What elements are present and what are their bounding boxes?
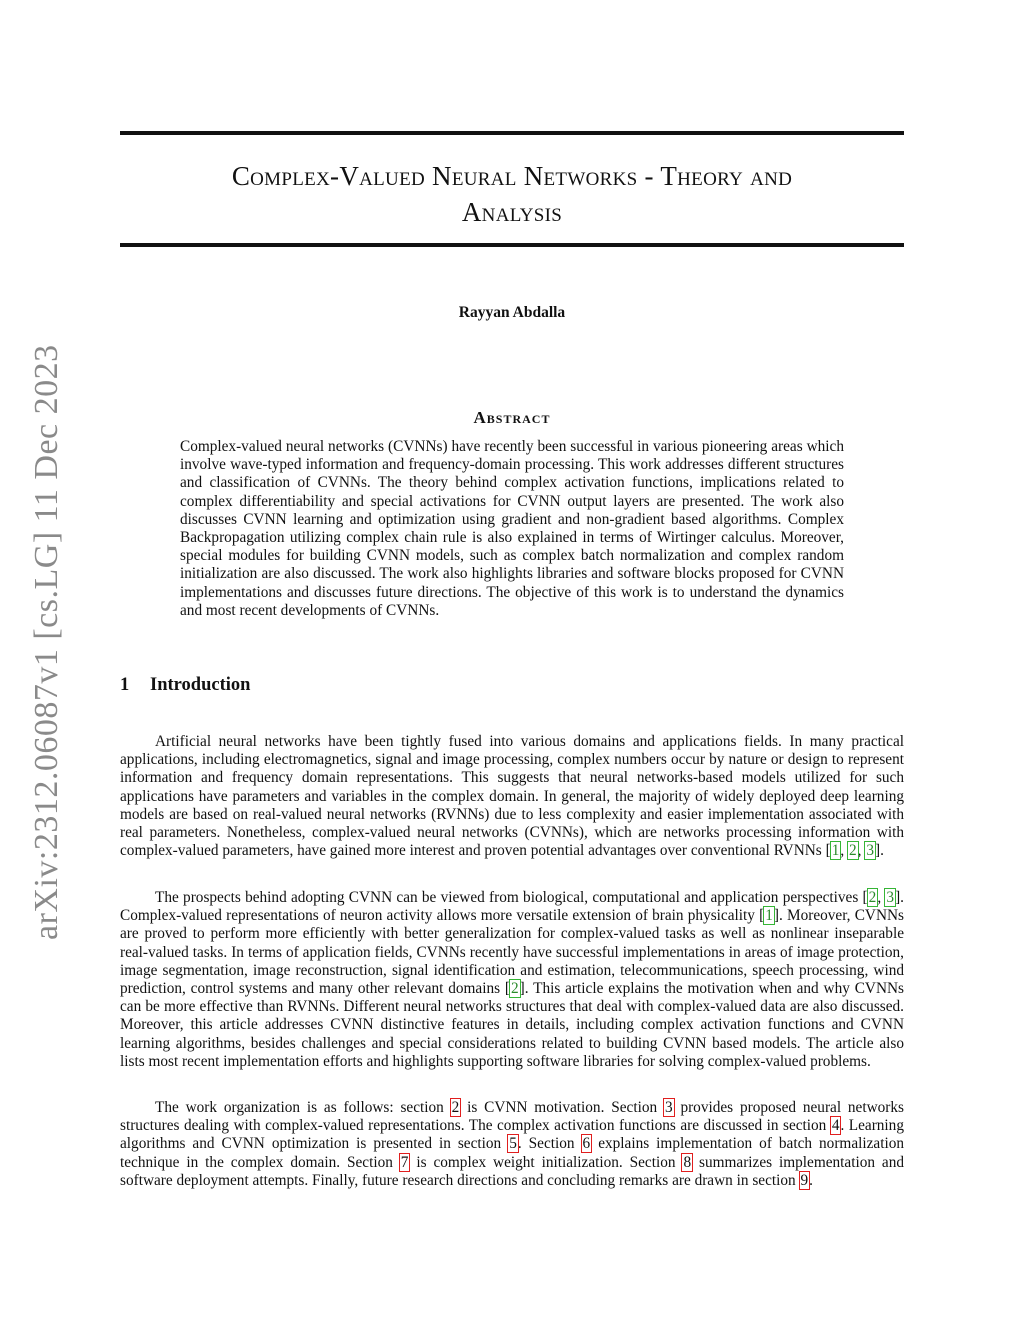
abstract-text: Complex-valued neural networks (CVNNs) have recently been successful in various pioneering areas which involve wave-typed information and frequency-domain processing. This work addresses different structures and classification of CVNNs. The theory behind complex activation functions, implications related to complex differentiability and special activations for CVNN output layers are presented. The work also discusses CVNN learning and optimization using gradient and non-gradient based algorithms. Complex Backpropagation utilizing complex chain rule is also explained in terms of Wirtinger calculus. Moreover, special modules for building CVNN models, such as complex batch normalization and complex random initialization are also discussed. The work also highlights libraries and software blocks proposed for CVNN implementations and discusses future directions. The objective of this work is to understand the dynamics and most recent developments of CVNNs. bbox=[180, 438, 844, 619]
section-link[interactable]: 7 bbox=[400, 1153, 409, 1171]
paragraph-text: . Learning algorithms and CVNN optimization is presented in section bbox=[120, 1117, 904, 1153]
section-link[interactable]: 4 bbox=[831, 1117, 840, 1135]
paragraph-text: summarizes implementation and software deployment attempts. Finally, future research directions and concluding remarks are drawn in section bbox=[120, 1153, 904, 1189]
paper-title bbox=[120, 158, 904, 230]
paragraph-text: is complex weight initialization. Section bbox=[409, 1153, 683, 1171]
section-link[interactable]: 3 bbox=[664, 1099, 673, 1116]
section-link[interactable]: 2 bbox=[451, 1099, 460, 1116]
paragraph-text: The prospects behind adopting CVNN can be viewed from biological, computational and application perspectives [ bbox=[155, 889, 868, 906]
paragraph-text: provides proposed neural networks structures dealing with complex-valued representations. The complex activation functions are discussed in section bbox=[120, 1099, 904, 1135]
paragraph-text: explains implementation of batch normalization technique in the complex domain. Section bbox=[120, 1135, 904, 1171]
paper-title-line-1: Complex-Valued Neural Networks - Theory and bbox=[231, 161, 793, 191]
citation-link[interactable]: 1 bbox=[831, 842, 840, 860]
paper-title-line-2: Analysis bbox=[461, 197, 563, 227]
citation-link[interactable]: 2 bbox=[510, 980, 519, 998]
paragraph-text: . bbox=[809, 1171, 813, 1189]
paragraph-text: ]. Complex-valued representations of neuron activity allows more versatile extension of brain physicality [ bbox=[120, 889, 904, 925]
intro-paragraph-2: The prospects behind adopting CVNN can be viewed from biological, computational and application perspectives [2, 3]. Complex-valued representations of neuron activity allows more versatile extension of brain physicality [1]. Moreover, CVNNs are proved to perform more efficiently with better generalization for complex-valued tasks as well as nonlinear inseparable real-valued tasks. In terms of application fields, CVNNs recently have successful implementations in areas of image protection, image segmentation, image reconstruction, signal identification and estimation, telecommunications, speech processing, wind prediction, control systems and many other relevant domains [2]. This article explains the motivation when and why CVNNs can be more effective than RVNNs. Different neural networks structures that deal with complex-valued data are also discussed. Moreover, this article addresses CVNN distinctive features in details, including complex activation functions and CVNN learning algorithms, besides challenges and special considerations related to building CVNN based models. The article also lists most recent implementation efforts and highlights supporting software libraries for solving complex-valued problems. bbox=[120, 889, 904, 1070]
paragraph-text: ]. Moreover, CVNNs are proved to perform more efficiently with better generalization for complex-valued tasks as well as nonlinear inseparable real-valued tasks. In terms of application fields, CVNNs recently have successful implementations in areas of image protection, image segmentation, image reconstruction, signal identification and estimation, telecommunications, speech processing, wind prediction, control systems and many other relevant domains [ bbox=[120, 907, 904, 998]
citation-link[interactable]: 3 bbox=[886, 889, 895, 906]
citation-link[interactable]: 2 bbox=[868, 889, 877, 906]
citation-link[interactable]: 3 bbox=[866, 842, 874, 860]
paragraph-text: ]. This article explains the motivation when and why CVNNs can be more effective than RVNNs. Different neural networks structures that deal with complex-valued data are also discussed. Moreover, this article addresses CVNN distinctive features in details, including complex activation functions and CVNN learning algorithms, besides challenges and special considerations related to building CVNN based models. The article also lists most recent implementation efforts and highlights supporting software libraries for solving complex-valued problems. bbox=[120, 980, 904, 1070]
intro-paragraph-1: Artificial neural networks have been tightly fused into various domains and applications fields. In many practical applications, including electromagnetics, signal and image processing, complex numbers occur by nature or design to represent information and frequency domain representations. This suggests that neural networks-based models utilized for such applications have parameters and variables in the complex domain. In general, the majority of widely deployed deep learning models are based on real-valued neural networks (RVNNs) due to less complexity and easier implementation associated with real parameters. Nonetheless, complex-valued neural networks (CVNNs), which are networks processing information with complex-valued parameters, have gained more interest and proven potential advantages over conventional RVNNs [1, 2, 3]. bbox=[120, 733, 904, 860]
arxiv-stamp[interactable]: arXiv:2312.06087v1 [cs.LG] 11 Dec 2023 bbox=[28, 344, 65, 940]
citation-link[interactable]: 2 bbox=[849, 842, 857, 860]
author-name: Rayyan Abdalla bbox=[458, 304, 566, 321]
paragraph-text: is CVNN motivation. Section bbox=[460, 1099, 664, 1116]
abstract-heading: Abstract bbox=[473, 408, 551, 427]
paragraph-text: The work organization is as follows: section bbox=[155, 1099, 451, 1116]
section-link[interactable]: 8 bbox=[683, 1153, 692, 1171]
section-number: 1 bbox=[120, 675, 130, 695]
citation-link[interactable]: 1 bbox=[765, 907, 773, 925]
paragraph-text: . Section bbox=[517, 1135, 582, 1153]
section-link[interactable]: 6 bbox=[582, 1135, 591, 1153]
paragraph-text: Artificial neural networks have been tightly fused into various domains and applications fields. In many practical applications, including electromagnetics, signal and image processing, complex numbers occur by nature or design to represent information and frequency domain representations. This suggests that neural networks-based models utilized for such applications have parameters and variables in the complex domain. In general, the majority of widely deployed deep learning models are based on real-valued neural networks (RVNNs) due to less complexity and easier implementation associated with real parameters. Nonetheless, complex-valued neural networks (CVNNs), which are networks processing information with complex-valued parameters, have gained more interest and proven potential advantages over conventional RVNNs [ bbox=[120, 733, 904, 860]
title-rule-top bbox=[120, 131, 904, 135]
section-link[interactable]: 5 bbox=[509, 1135, 517, 1153]
intro-paragraph-3 bbox=[120, 1099, 904, 1190]
section-title: Introduction bbox=[150, 675, 251, 695]
paragraph-text: ]. bbox=[874, 842, 884, 860]
title-rule-bottom bbox=[120, 243, 904, 247]
section-heading-introduction bbox=[120, 675, 250, 696]
section-link[interactable]: 9 bbox=[800, 1171, 809, 1189]
